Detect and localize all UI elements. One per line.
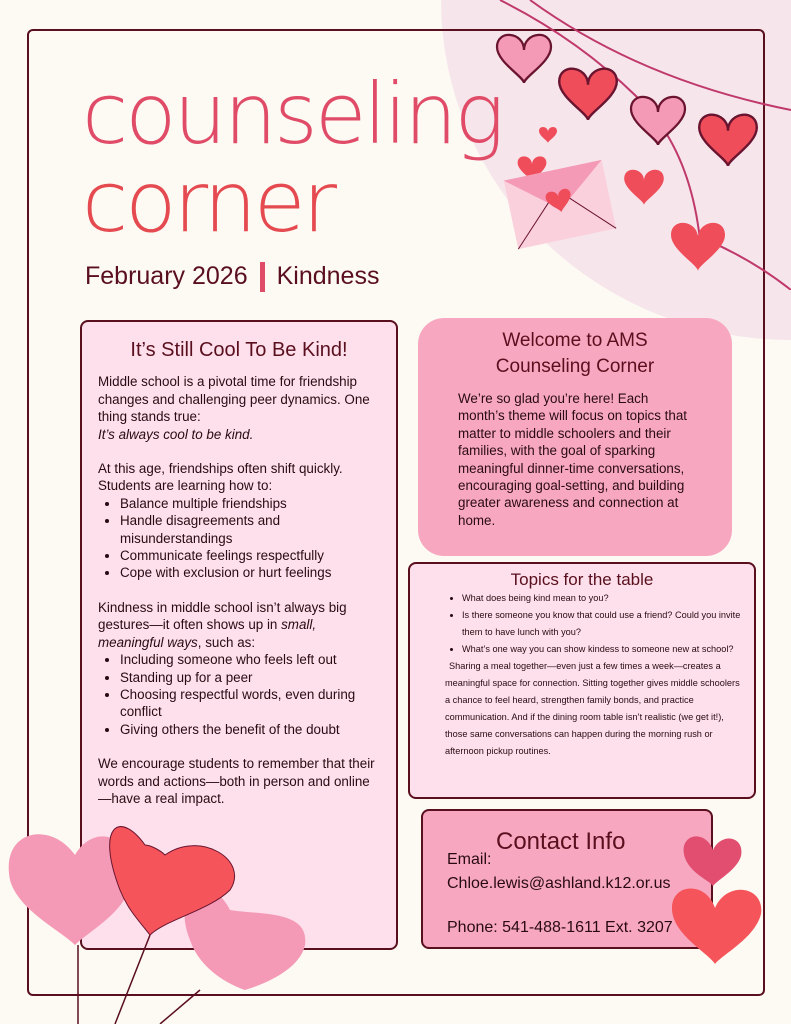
- title-line-1: counseling: [82, 65, 502, 163]
- kindness-list: [120, 651, 380, 738]
- phone-number: Phone: 541-488-1611 Ext. 3207: [447, 919, 673, 936]
- list-item: • What’s one way you can show kindess to someone new at school?: [462, 641, 744, 658]
- list-item: • What does being kind mean to you?: [462, 590, 744, 607]
- p3-italic: small, meaningful ways: [98, 617, 317, 650]
- list-item: • Including someone who feels left out: [120, 651, 380, 668]
- welcome-heading: Welcome to AMS Counseling Corner: [495, 330, 655, 377]
- list-item: • Cope with exclusion or hurt feelings: [120, 564, 380, 581]
- article-paragraph: At this age, friendships often shift quickly. Students are learning how to:: [98, 461, 343, 494]
- topics-list: [448, 590, 744, 658]
- list-item: • Is there someone you know that could use a friend? Could you invite them to have lunch with you?: [462, 607, 744, 641]
- skills-list: [120, 495, 380, 582]
- divider-bar: [260, 262, 265, 292]
- contact-hearts-decoration: [665, 830, 765, 970]
- article-paragraph: [98, 373, 380, 443]
- list-item: • Communicate feelings respectfully: [120, 547, 380, 564]
- topics-body: Sharing a meal together—even just a few times a week—creates a meaningful space for connection. Sitting together gives middle schoolers a chance to feel heard, strengthen family bonds, and practice communication. And if the dining room table isn’t realistic (we get it!), those same conversations can happen during the morning rush or afternoon pickup routines.: [445, 661, 740, 756]
- list-item: • Choosing respectful words, even during conflict: [120, 686, 380, 721]
- newsletter-title: [82, 65, 502, 251]
- welcome-box: [418, 318, 732, 556]
- list-item: • Standing up for a peer: [120, 669, 380, 686]
- p3-text: Kindness in middle school isn’t always big gestures—it often shows up in: [98, 599, 347, 633]
- email-label: Email:: [447, 851, 492, 868]
- issue-month: February 2026: [85, 262, 248, 290]
- balloon-hearts-decoration: [0, 810, 320, 1024]
- contact-heading: Contact Info: [496, 828, 626, 855]
- title-line-2: corner: [82, 153, 335, 251]
- list-item: • Balance multiple friendships: [120, 495, 380, 512]
- list-item: • Giving others the benefit of the doubt: [120, 721, 380, 738]
- article-heading: It’s Still Cool To Be Kind!: [130, 339, 348, 361]
- article-paragraph: We encourage students to remember that their words and actions—both in person and online—have a real impact.: [98, 756, 375, 806]
- list-item: • Handle disagreements and misunderstandings: [120, 512, 380, 547]
- welcome-body: We’re so glad you’re here! Each month’s theme will focus on topics that matter to middle schoolers and their families, with the goal of sparking meaningful dinner-time conversations, encouraging goal-setting, and building greater awareness and connection at home.: [458, 391, 687, 528]
- issue-theme: Kindness: [276, 262, 380, 290]
- topics-box: [408, 562, 756, 799]
- issue-subtitle: [85, 262, 379, 292]
- p1-italic: It’s always cool to be kind.: [98, 426, 254, 442]
- article-paragraph: [98, 599, 380, 651]
- topics-heading: Topics for the table: [510, 570, 654, 589]
- email-link[interactable]: Chloe.lewis@ashland.k12.or.us: [447, 875, 671, 892]
- p3-text-end: , such as:: [197, 634, 256, 650]
- p1-text: Middle school is a pivotal time for friendship changes and challenging peer dynamics. One thing stands true:: [98, 374, 370, 425]
